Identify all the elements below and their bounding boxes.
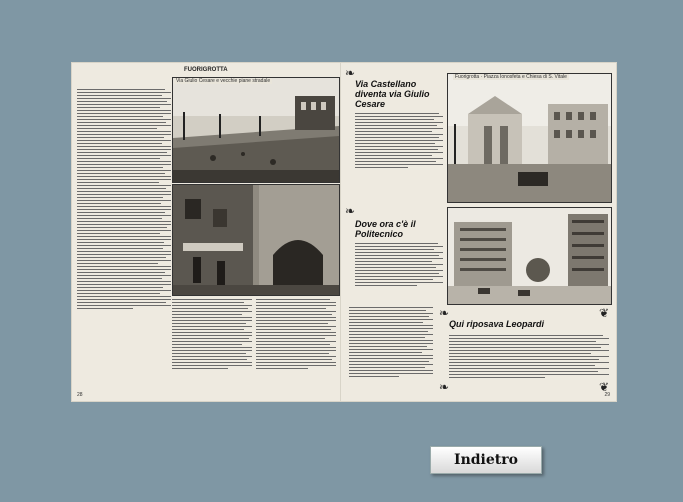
article-headline: Qui riposava Leopardi: [449, 319, 545, 329]
photo-caption: Fuorigrotta · Piazza Ionosfeta e Chiesa di S. Vitale: [455, 74, 567, 80]
photo-church: [447, 73, 612, 203]
article-headline: Dove ora c'è il Politecnico: [355, 219, 416, 239]
article-headline: Via Castellano diventa via Giulio Cesare: [355, 79, 430, 109]
ornament-icon: ❦: [599, 380, 610, 394]
article-text-column: [355, 243, 443, 288]
ornament-icon: ❧: [345, 204, 356, 218]
photo-street: [172, 77, 340, 183]
ornament-icon: ❧: [439, 380, 450, 394]
page-number: 28: [77, 392, 83, 398]
photo-buildings: [447, 207, 612, 305]
article-text-column: [256, 299, 336, 371]
ornament-icon: ❧: [345, 66, 356, 80]
photo-alley: [172, 184, 340, 296]
photo-caption: Via Giulio Cesare e vecchie piane stradale: [176, 78, 271, 84]
magazine-page-right: [341, 63, 616, 401]
magazine-page-left: [72, 63, 341, 401]
back-button[interactable]: Indietro: [430, 446, 542, 474]
section-title: FUORIGROTTA: [184, 67, 228, 73]
page-number: 29: [604, 392, 610, 398]
article-text-column: [449, 335, 609, 380]
article-text-column: [355, 113, 443, 170]
article-text-column: [172, 299, 252, 371]
article-text-column: [77, 89, 171, 311]
ornament-icon: ❧: [439, 306, 450, 320]
article-text-column: [349, 307, 433, 379]
ornament-icon: ❦: [599, 306, 610, 320]
